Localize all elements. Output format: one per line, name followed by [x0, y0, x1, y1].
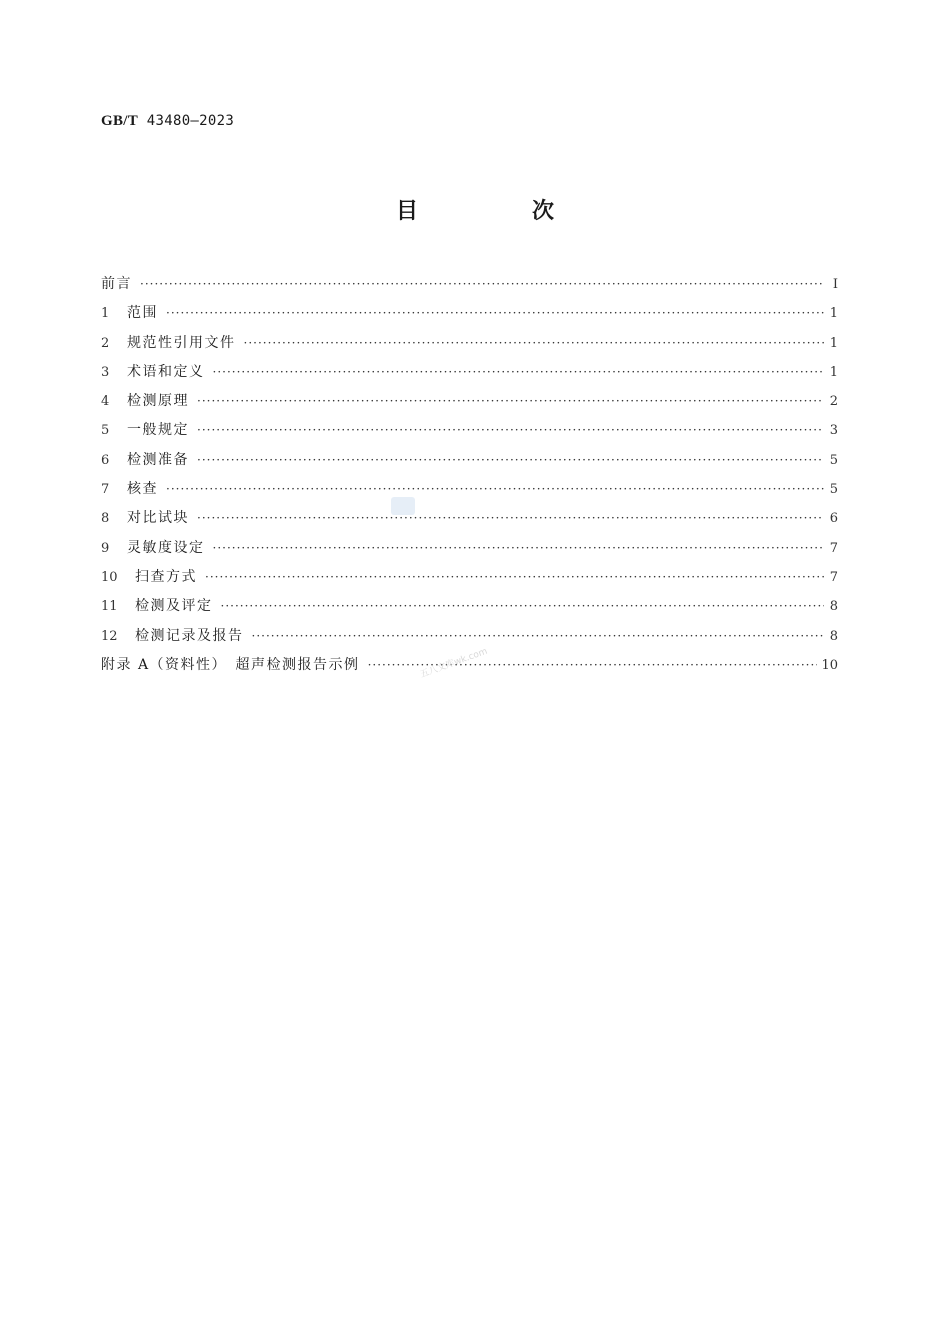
toc-entry-number: 6 — [101, 452, 110, 468]
toc-entry-label: 前言 — [101, 276, 132, 292]
toc-entry-8[interactable] — [101, 507, 838, 536]
watermark-text: 五八文库wk.com — [419, 646, 489, 681]
toc-entry-number: 10 — [101, 569, 118, 585]
watermark-logo-icon — [391, 497, 415, 515]
toc-leader-dots — [197, 511, 824, 525]
toc-entry-page: 1 — [829, 306, 838, 322]
toc-entry-2[interactable] — [101, 332, 838, 361]
toc-entry-number: 12 — [101, 628, 118, 644]
toc-entry-page: 8 — [829, 628, 838, 644]
toc-entry-page: 5 — [829, 452, 838, 468]
toc-entry-1[interactable] — [101, 302, 838, 331]
toc-entry-page: 2 — [829, 394, 838, 410]
toc-leader-dots — [140, 277, 824, 291]
toc-entry-number: 11 — [101, 599, 118, 615]
toc-entry-page: 10 — [821, 657, 838, 673]
toc-leader-dots — [221, 599, 825, 613]
toc-entry-number: 3 — [101, 364, 110, 380]
toc-entry-9[interactable] — [101, 537, 838, 566]
toc-entry-4[interactable] — [101, 390, 838, 419]
toc-entry-label: 检测原理 — [127, 393, 189, 410]
toc-leader-dots — [244, 336, 825, 350]
table-of-contents — [101, 273, 838, 683]
toc-leader-dots — [197, 453, 824, 467]
toc-entry-page: Ⅰ — [832, 277, 838, 292]
standard-number: 43480—2023 — [146, 113, 235, 129]
toc-entry-label: 术语和定义 — [127, 363, 205, 380]
toc-entry-page: 3 — [829, 423, 838, 439]
toc-entry-3[interactable] — [101, 361, 838, 390]
toc-entry-page: 7 — [829, 569, 838, 585]
toc-entry-number: 1 — [101, 306, 110, 322]
toc-entry-label: 检测准备 — [127, 451, 189, 468]
toc-entry-10[interactable] — [101, 566, 838, 595]
toc-leader-dots — [252, 629, 825, 643]
toc-entry-7[interactable] — [101, 478, 838, 507]
toc-entry-label: 一般规定 — [127, 422, 189, 439]
toc-leader-dots — [166, 482, 824, 496]
toc-entry-page: 5 — [829, 482, 838, 498]
toc-entry-5[interactable] — [101, 419, 838, 448]
standard-code — [101, 113, 234, 130]
toc-entry-label: 检测记录及报告 — [135, 627, 244, 644]
toc-entry-label: 灵敏度设定 — [127, 539, 205, 556]
toc-leader-dots — [213, 365, 825, 379]
toc-entry-page: 8 — [829, 599, 838, 615]
toc-entry-number: 2 — [101, 335, 110, 351]
toc-entry-label: 核查 — [127, 481, 158, 498]
toc-entry-number: 9 — [101, 540, 110, 556]
toc-entry-page: 7 — [829, 540, 838, 556]
toc-entry-number: 7 — [101, 482, 110, 498]
toc-entry-label: 对比试块 — [127, 510, 189, 527]
toc-leader-dots — [166, 306, 824, 320]
toc-entry-number: 5 — [101, 423, 110, 439]
toc-entry-11[interactable] — [101, 595, 838, 624]
toc-leader-dots — [197, 423, 824, 437]
toc-entry-number: 8 — [101, 511, 110, 527]
toc-entry-foreword[interactable] — [101, 273, 838, 302]
toc-entry-number: 4 — [101, 394, 110, 410]
toc-entry-label: 附录 A（资料性） 超声检测报告示例 — [101, 656, 360, 673]
toc-entry-label: 范围 — [127, 305, 158, 322]
toc-entry-label: 规范性引用文件 — [127, 334, 236, 351]
toc-entry-page: 6 — [829, 511, 838, 527]
toc-leader-dots — [197, 394, 824, 408]
toc-entry-label: 检测及评定 — [135, 598, 213, 615]
toc-entry-6[interactable] — [101, 449, 838, 478]
toc-entry-page: 1 — [829, 364, 838, 380]
toc-leader-dots — [213, 541, 825, 555]
toc-entry-label: 扫查方式 — [135, 568, 197, 585]
toc-entry-page: 1 — [829, 335, 838, 351]
toc-leader-dots — [205, 570, 824, 584]
toc-title: 目 次 — [395, 199, 600, 224]
standard-prefix: GB/T — [101, 113, 139, 129]
